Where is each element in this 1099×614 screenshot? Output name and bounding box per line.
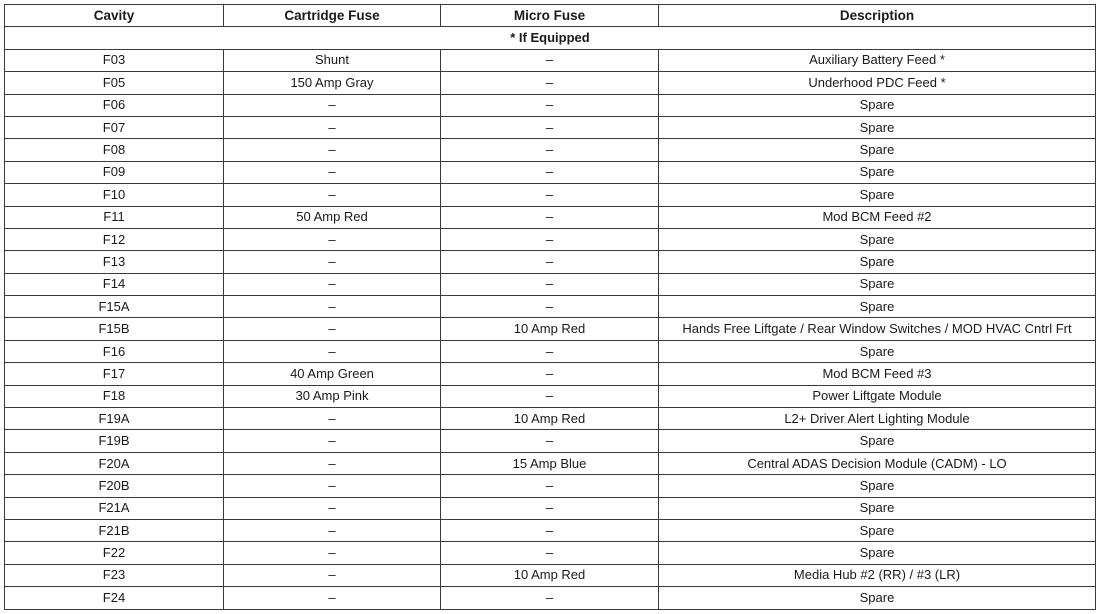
description-cell: Spare [659,587,1096,609]
description-cell: Mod BCM Feed #3 [659,363,1096,385]
fuse-table [4,4,1096,610]
description-cell: Spare [659,340,1096,362]
description-cell: L2+ Driver Alert Lighting Module [659,408,1096,430]
description-cell: Spare [659,94,1096,116]
table-row [5,408,1096,430]
cartridge-fuse-cell: – [224,475,441,497]
cartridge-fuse-cell: – [224,94,441,116]
cavity-cell: F09 [5,161,224,183]
description-cell: Auxiliary Battery Feed * [659,49,1096,71]
cavity-cell: F12 [5,228,224,250]
description-cell: Mod BCM Feed #2 [659,206,1096,228]
cavity-cell: F07 [5,116,224,138]
micro-fuse-cell: – [441,296,659,318]
cartridge-fuse-cell: – [224,116,441,138]
description-cell: Central ADAS Decision Module (CADM) - LO [659,452,1096,474]
description-cell: Spare [659,251,1096,273]
header-cartridge-fuse: Cartridge Fuse [224,5,441,27]
table-row [5,72,1096,94]
cavity-cell: F22 [5,542,224,564]
micro-fuse-cell: – [441,430,659,452]
description-cell: Spare [659,430,1096,452]
table-row [5,340,1096,362]
cartridge-fuse-cell: – [224,519,441,541]
micro-fuse-cell: – [441,116,659,138]
table-row [5,251,1096,273]
table-row [5,94,1096,116]
table-row [5,116,1096,138]
header-row [5,5,1096,27]
cartridge-fuse-cell: – [224,587,441,609]
table-row [5,564,1096,586]
cartridge-fuse-cell: – [224,228,441,250]
micro-fuse-cell: – [441,206,659,228]
table-row [5,519,1096,541]
table-row [5,497,1096,519]
cartridge-fuse-cell: – [224,430,441,452]
cartridge-fuse-cell: 50 Amp Red [224,206,441,228]
cavity-cell: F19A [5,408,224,430]
cartridge-fuse-cell: – [224,318,441,340]
description-cell: Spare [659,273,1096,295]
cartridge-fuse-cell: – [224,452,441,474]
table-row [5,161,1096,183]
micro-fuse-cell: 10 Amp Red [441,408,659,430]
table-row [5,206,1096,228]
cavity-cell: F08 [5,139,224,161]
if-equipped-note: * If Equipped [5,27,1096,49]
header-micro-fuse: Micro Fuse [441,5,659,27]
cartridge-fuse-cell: – [224,184,441,206]
description-cell: Spare [659,542,1096,564]
micro-fuse-cell: – [441,49,659,71]
cavity-cell: F21B [5,519,224,541]
micro-fuse-cell: – [441,251,659,273]
cavity-cell: F18 [5,385,224,407]
cavity-cell: F03 [5,49,224,71]
header-description: Description [659,5,1096,27]
cavity-cell: F24 [5,587,224,609]
micro-fuse-cell: – [441,161,659,183]
cavity-cell: F20B [5,475,224,497]
cavity-cell: F20A [5,452,224,474]
cartridge-fuse-cell: Shunt [224,49,441,71]
micro-fuse-cell: – [441,475,659,497]
table-row [5,363,1096,385]
cartridge-fuse-cell: – [224,161,441,183]
micro-fuse-cell: – [441,519,659,541]
cartridge-fuse-cell: 150 Amp Gray [224,72,441,94]
table-row [5,296,1096,318]
cartridge-fuse-cell: – [224,340,441,362]
cartridge-fuse-cell: – [224,497,441,519]
table-row [5,318,1096,340]
micro-fuse-cell: – [441,340,659,362]
table-row [5,587,1096,609]
cartridge-fuse-cell: – [224,408,441,430]
cavity-cell: F13 [5,251,224,273]
cartridge-fuse-cell: – [224,542,441,564]
description-cell: Spare [659,497,1096,519]
micro-fuse-cell: – [441,273,659,295]
cartridge-fuse-cell: 40 Amp Green [224,363,441,385]
cartridge-fuse-cell: – [224,251,441,273]
cartridge-fuse-cell: – [224,273,441,295]
cartridge-fuse-cell: – [224,139,441,161]
micro-fuse-cell: 15 Amp Blue [441,452,659,474]
micro-fuse-cell: – [441,497,659,519]
cavity-cell: F21A [5,497,224,519]
micro-fuse-cell: – [441,184,659,206]
micro-fuse-cell: – [441,94,659,116]
micro-fuse-cell: 10 Amp Red [441,564,659,586]
description-cell: Spare [659,116,1096,138]
cartridge-fuse-cell: – [224,564,441,586]
cavity-cell: F16 [5,340,224,362]
cavity-cell: F19B [5,430,224,452]
table-row [5,228,1096,250]
description-cell: Spare [659,161,1096,183]
cartridge-fuse-cell: – [224,296,441,318]
table-row [5,542,1096,564]
table-row [5,475,1096,497]
cavity-cell: F17 [5,363,224,385]
micro-fuse-cell: – [441,385,659,407]
table-row [5,49,1096,71]
description-cell: Spare [659,228,1096,250]
description-cell: Media Hub #2 (RR) / #3 (LR) [659,564,1096,586]
description-cell: Spare [659,139,1096,161]
cavity-cell: F23 [5,564,224,586]
micro-fuse-cell: – [441,139,659,161]
cavity-cell: F10 [5,184,224,206]
description-cell: Power Liftgate Module [659,385,1096,407]
header-cavity: Cavity [5,5,224,27]
cavity-cell: F05 [5,72,224,94]
table-row [5,273,1096,295]
cavity-cell: F15B [5,318,224,340]
cartridge-fuse-cell: 30 Amp Pink [224,385,441,407]
micro-fuse-cell: – [441,72,659,94]
cavity-cell: F15A [5,296,224,318]
description-cell: Spare [659,475,1096,497]
table-body [5,27,1096,609]
cavity-cell: F11 [5,206,224,228]
table-header [5,5,1096,27]
micro-fuse-cell: – [441,228,659,250]
note-row [5,27,1096,49]
table-row [5,184,1096,206]
description-cell: Underhood PDC Feed * [659,72,1096,94]
description-cell: Spare [659,184,1096,206]
table-row [5,139,1096,161]
description-cell: Hands Free Liftgate / Rear Window Switches / MOD HVAC Cntrl Frt [659,318,1096,340]
table-row [5,385,1096,407]
description-cell: Spare [659,296,1096,318]
micro-fuse-cell: 10 Amp Red [441,318,659,340]
micro-fuse-cell: – [441,363,659,385]
table-row [5,452,1096,474]
cavity-cell: F14 [5,273,224,295]
micro-fuse-cell: – [441,542,659,564]
micro-fuse-cell: – [441,587,659,609]
description-cell: Spare [659,519,1096,541]
cavity-cell: F06 [5,94,224,116]
table-row [5,430,1096,452]
